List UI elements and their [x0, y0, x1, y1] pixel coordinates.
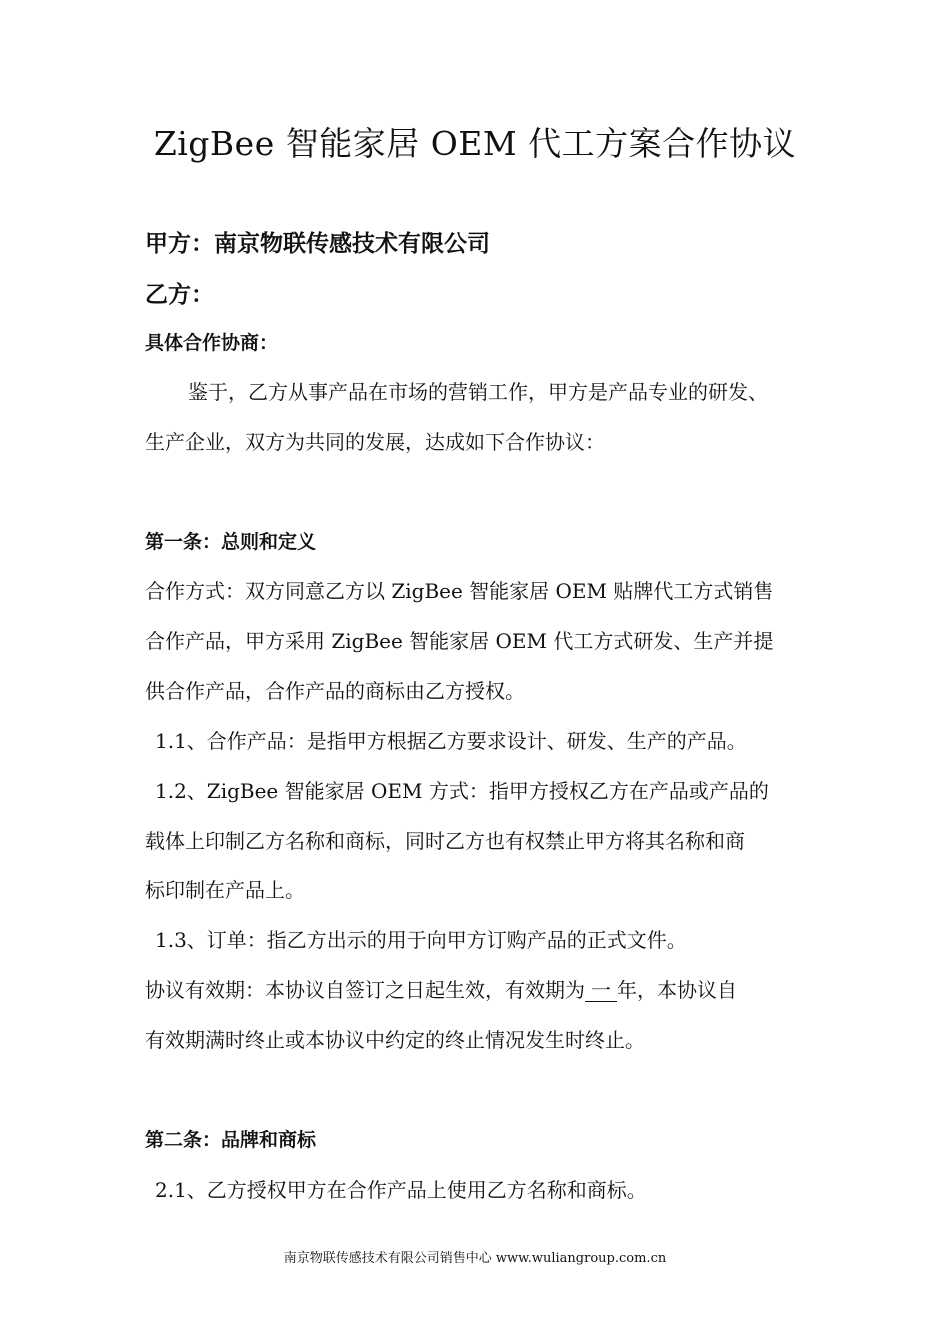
- item-2-1: 2.1、乙方授权甲方在合作产品上使用乙方名称和商标。: [155, 1178, 647, 1202]
- cooperation-subtitle: 具体合作协商：: [145, 332, 279, 354]
- intro-line-2: 生产企业，双方为共同的发展，达成如下合作协议：: [145, 430, 605, 454]
- article-2-heading: 第二条：品牌和商标: [145, 1129, 317, 1151]
- validity-line-2: 有效期满时终止或本协议中约定的终止情况发生时终止。: [145, 1028, 645, 1052]
- party-b: 乙方：: [145, 282, 214, 308]
- validity-line-1: [145, 974, 737, 1003]
- validity-term-field: 一: [585, 979, 617, 1002]
- intro-line-1: 鉴于，乙方从事产品在市场的营销工作，甲方是产品专业的研发、: [188, 380, 768, 404]
- party-a: 甲方：南京物联传感技术有限公司: [145, 231, 490, 257]
- item-1-3: 1.3、订单：指乙方出示的用于向甲方订购产品的正式文件。: [155, 928, 687, 952]
- cooperation-mode-line-2: 合作产品，甲方采用 ZigBee 智能家居 OEM 代工方式研发、生产并提: [145, 629, 774, 653]
- item-1-1: 1.1、合作产品：是指甲方根据乙方要求设计、研发、生产的产品。: [155, 729, 747, 753]
- item-1-2-line-2: 载体上印制乙方名称和商标，同时乙方也有权禁止甲方将其名称和商: [145, 829, 745, 853]
- item-1-2-line-1: 1.2、ZigBee 智能家居 OEM 方式：指甲方授权乙方在产品或产品的: [155, 779, 769, 803]
- article-1-heading: 第一条：总则和定义: [145, 531, 317, 553]
- cooperation-mode-line-3: 供合作产品，合作产品的商标由乙方授权。: [145, 679, 525, 703]
- document-title: ZigBee 智能家居 OEM 代工方案合作协议: [153, 124, 797, 163]
- cooperation-mode-line-1: 合作方式：双方同意乙方以 ZigBee 智能家居 OEM 贴牌代工方式销售: [145, 579, 774, 603]
- item-1-2-line-3: 标印制在产品上。: [145, 878, 305, 902]
- validity-prefix: 协议有效期：本协议自签订之日起生效，有效期为: [145, 978, 585, 1002]
- validity-suffix: 年，本协议自: [617, 978, 737, 1002]
- page-footer: 南京物联传感技术有限公司销售中心 www.wuliangroup.com.cn: [283, 1251, 667, 1266]
